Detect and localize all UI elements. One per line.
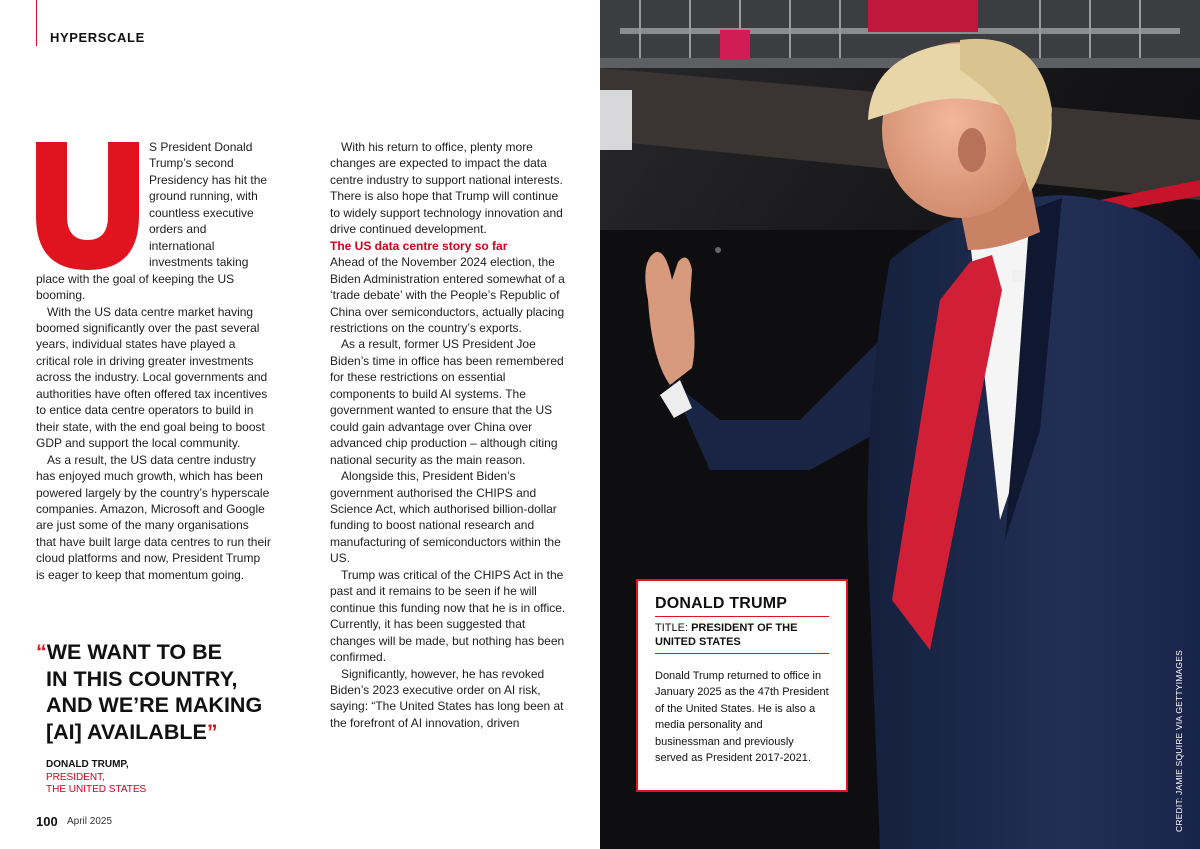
profile-title-key: TITLE: [655, 622, 692, 634]
article-paragraph: Alongside this, President Biden’s government authorised the CHIPS and Science Act, which authorised billion-dollar funding to boost national research and manufacturing of semiconductors within the US. [330, 469, 561, 566]
section-rule [36, 0, 37, 46]
article-paragraph: S President Donald Trump’s second Presidency has hit the ground running, with countless executive orders and international investments taking place with the goal of keeping the US booming. [36, 140, 268, 303]
article-paragraph: As a result, the US data centre industry has enjoyed much growth, which has been powered largely by the country’s hyperscale companies. Amazon, Microsoft and Google are just some of the many organisations that have built large data centres to run their cloud platforms and now, President Trump is eager to keep that momentum going. [36, 452, 271, 582]
article-paragraph: Trump was critical of the CHIPS Act in the past and it remains to be seen if he will continue this funding now that he is in office. Currently, it has been suggested that changes will be made, but nothing has been confirmed. [330, 567, 566, 665]
attribution-name: DONALD TRUMP, [46, 759, 129, 770]
profile-name: DONALD TRUMP [655, 595, 829, 617]
pull-quote-line: [AI] AVAILABLE” [46, 719, 218, 744]
article-paragraph: As a result, former US President Joe Biden’s time in office has been remembered for these restrictions on essential components to build AI systems. The government wanted to ensure that the US could gain advantage over China over advanced chip production – although citing national security as the main reason. [330, 337, 564, 467]
section-label: HYPERSCALE [50, 30, 145, 45]
pull-quote-line: “WE WANT TO BE [36, 640, 222, 664]
article-paragraph: With the US data centre market having boomed significantly over the past several years, individual states have played a critical role in driving greater investments across the industry. Local governments and authorities have often offered tax incentives to entice data centre operators to build in their state, with the end goal being to boost GDP and support the local community. [36, 304, 268, 451]
attribution-role: PRESIDENT, [46, 771, 105, 783]
profile-bio: Donald Trump returned to office in January 2025 as the 47th President of the United States. He is also a media personality and businessman and previously served as President 2017-2021. [655, 670, 829, 765]
photo-credit: CREDIT: JAMIE SQUIRE VIA GETTYIMAGES [1174, 650, 1184, 832]
pull-quote-line: IN THIS COUNTRY, [46, 666, 238, 691]
profile-card [636, 579, 848, 792]
quote-attribution [46, 759, 146, 797]
page-number: 100 [36, 814, 58, 829]
profile-title [655, 621, 829, 654]
article-paragraph: Significantly, however, he has revoked Biden’s 2023 executive order on AI risk, saying: “The United States has long been at the forefront of AI innovation, driven [330, 666, 564, 730]
quote-close-mark: ” [206, 719, 218, 744]
drop-cap-glyph [36, 142, 139, 270]
attribution-role: THE UNITED STATES [46, 784, 147, 795]
article-column-1 [36, 139, 272, 583]
issue-date: April 2025 [67, 816, 113, 827]
article-paragraph: With his return to office, plenty more changes are expected to impact the data centre industry to support national interests. There is also hope that Trump will continue to widely support technology innovation and drive continued development. [330, 140, 563, 237]
quote-open-mark: “ [36, 640, 47, 664]
article-column-2 [330, 139, 568, 731]
pull-quote-line: AND WE’RE MAKING [46, 693, 263, 717]
pull-quote [36, 639, 286, 745]
subheading: The US data centre story so far [330, 238, 508, 253]
drop-cap [36, 142, 139, 270]
article-paragraph: Ahead of the November 2024 election, the Biden Administration entered somewhat of a ‘trade debate’ with the People’s Republic of China over semiconductors, actually placing restrictions on the country’s exports. [330, 255, 565, 335]
profile-title-value: PRESIDENT OF THE UNITED STATES [655, 622, 798, 648]
